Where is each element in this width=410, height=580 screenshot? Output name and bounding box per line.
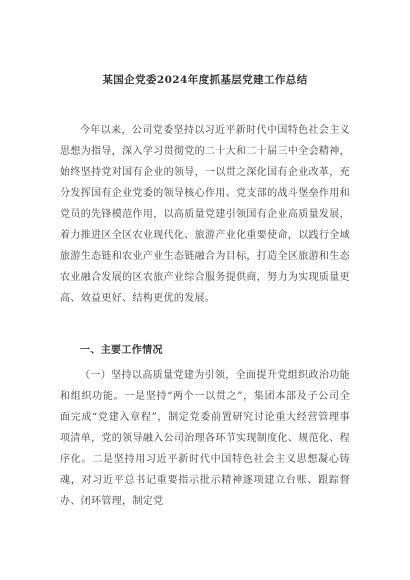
section-heading: 一、主要工作情况	[80, 345, 163, 356]
document-title: 某国企党委2024年度抓基层党建工作总结	[102, 74, 308, 86]
section-paragraph: （一）坚持以高质量党建为引领，全面提升党组织政治功能和组织功能。一是坚持“两个一以贯之”，集团本部及子公司全面完成“党建入章程”，制定党委前置研究讨论重大经营管理事项清单，党的领导融入公司治理各环节实现制度化、规范化、程序化。二是坚持用习近平新时代中国特色社会主义思想凝心铸魂，对习近平总书记重要指示批示精神逐项建立台账、跟踪督办、闭环管理，制定党	[60, 370, 350, 507]
intro-paragraph: 今年以来，公司党委坚持以习近平新时代中国特色社会主义思想为指导，深入学习贯彻党的二十大和二十届三中全会精神，始终坚持党对国有企业的领导，一以贯之深化国有企业改革，充分发挥国有企业党委的领导核心作用、党支部的战斗堡垒作用和党员的先锋模范作用，以高质量党建引领国有企业高质量发展，着力推进区全区农业现代化、旅游产业化重要使命，以践行全域旅游生态链和农业产业生态链融合为目标，打造全区旅游和生态农业融合发展的区农旅产业综合服务提供商，努力为实现质量更高、效益更好、结构更优的发展。	[60, 125, 350, 304]
